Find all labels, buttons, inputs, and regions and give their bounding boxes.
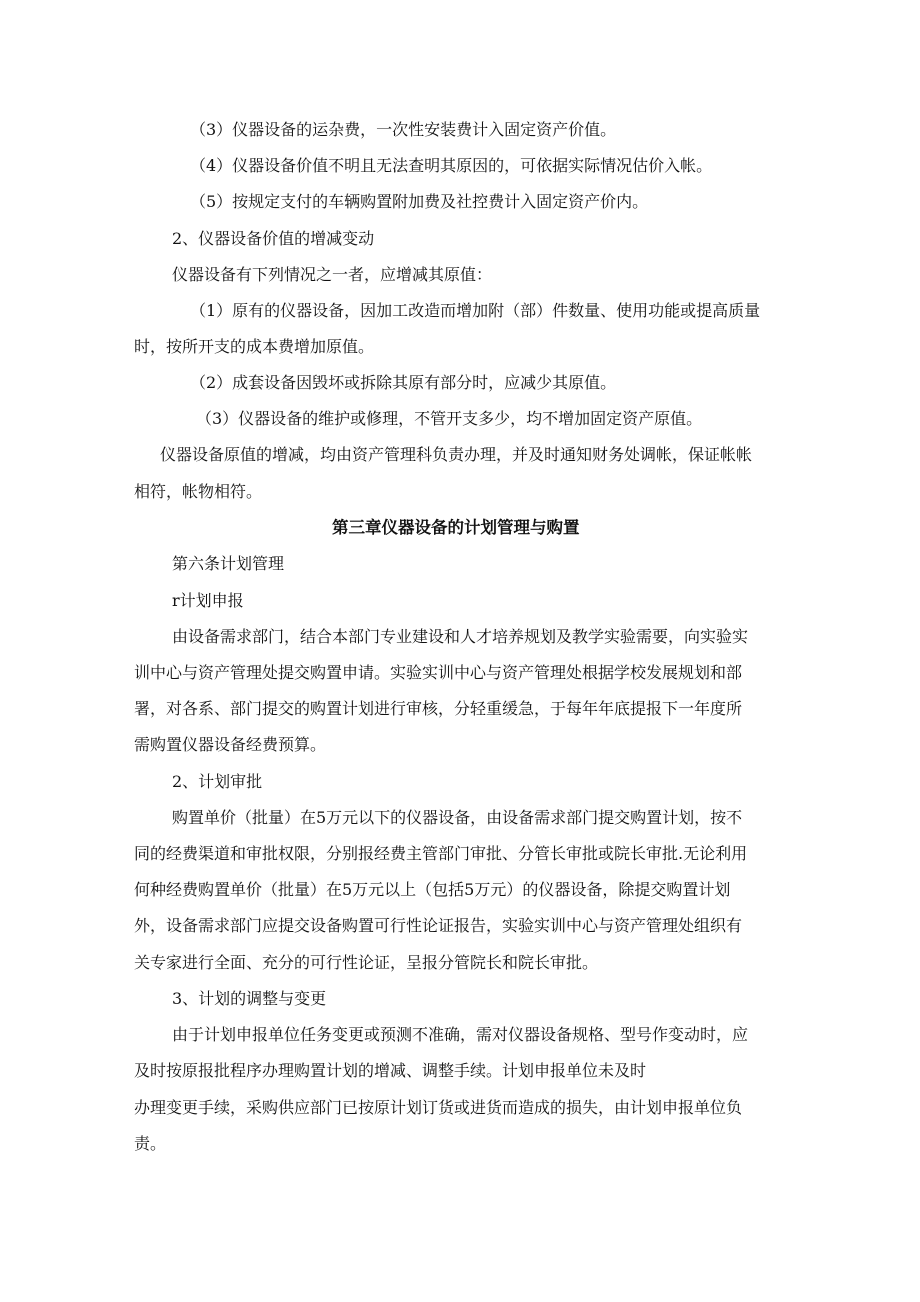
item-5-vehicle-fee: （5）按规定支付的车辆购置附加费及社控费计入固定资产价内。 [190, 192, 649, 211]
paragraph-adjustment-line-4: 责。 [134, 1134, 167, 1153]
item-3-transport-cost: （3）仪器设备的运杂费，一次性安装费计入固定资产价值。 [190, 120, 617, 139]
item-1-line-1: （1）原有的仪器设备，因加工改造而增加附（部）件数量、使用功能或提高质量 [190, 301, 761, 320]
paragraph-approval-line-1: 购置单价（批量）在5万元以下的仪器设备，由设备需求部门提交购置计划，按不 [172, 808, 743, 827]
paragraph-approval-line-3: 何种经费购置单价（批量）在5万元以上（包括5万元）的仪器设备，除提交购置计划 [134, 880, 731, 899]
paragraph-application-line-2: 训中心与资产管理处提交购置申请。实验实训中心与资产管理处根据学校发展规划和部 [134, 663, 743, 682]
paragraph-adjustment-line-2: 及时按原报批程序办理购置计划的增减、调整手续。计划申报单位未及时 [134, 1061, 647, 1080]
paragraph-approval-line-5: 关专家进行全面、充分的可行性论证，呈报分管院长和院长审批。 [134, 953, 599, 972]
paragraph-adjustment-line-3: 办理变更手续，采购供应部门已按原计划订货或进货而造成的损失，由计划申报单位负 [134, 1098, 743, 1117]
paragraph-approval-line-2: 同的经费渠道和审批权限，分别报经费主管部门审批、分管长审批或院长审批.无论利用 [134, 844, 748, 863]
subsection-1-heading: r计划申报 [172, 591, 244, 610]
item-1-line-2: 时，按所开支的成本费增加原值。 [134, 337, 375, 356]
article-6-heading: 第六条计划管理 [172, 554, 285, 573]
paragraph-approval-line-4: 外，设备需求部门应提交设备购置可行性论证报告，实验实训中心与资产管理处组织有 [134, 916, 743, 935]
paragraph-adjustment-line-1: 由于计划申报单位任务变更或预测不准确，需对仪器设备规格、型号作变动时，应 [172, 1025, 749, 1044]
subsection-3-heading: 3、计划的调整与变更 [172, 989, 327, 1008]
paragraph-original-value-line-2: 相符，帐物相符。 [134, 482, 263, 501]
chapter-title: 第三章仪器设备的计划管理与购置 [332, 518, 580, 537]
paragraph-application-line-4: 需购置仪器设备经费预算。 [134, 735, 327, 754]
paragraph-original-value-line-1: 仪器设备原值的增减，均由资产管理科负责办理，并及时通知财务处调帐，保证帐帐 [160, 445, 753, 464]
paragraph-intro: 仪器设备有下列情况之一者，应增减其原值： [172, 265, 493, 284]
section-2-heading: 2、仪器设备价值的增减变动 [172, 229, 375, 248]
item-3-maintenance: （3）仪器设备的维护或修理，不管开支多少，均不增加固定资产原值。 [196, 409, 703, 428]
item-4-unknown-value: （4）仪器设备价值不明且无法查明其原因的，可依据实际情况估价入帐。 [190, 156, 713, 175]
subsection-2-heading: 2、计划审批 [172, 772, 263, 791]
paragraph-application-line-1: 由设备需求部门，结合本部门专业建设和人才培养规划及教学实验需要，向实验实 [172, 627, 749, 646]
item-2-reduce: （2）成套设备因毁坏或拆除其原有部分时，应减少其原值。 [190, 373, 617, 392]
paragraph-application-line-3: 署，对各系、部门提交的购置计划进行审核，分轻重缓急，于每年年底提报下一年度所 [134, 699, 743, 718]
